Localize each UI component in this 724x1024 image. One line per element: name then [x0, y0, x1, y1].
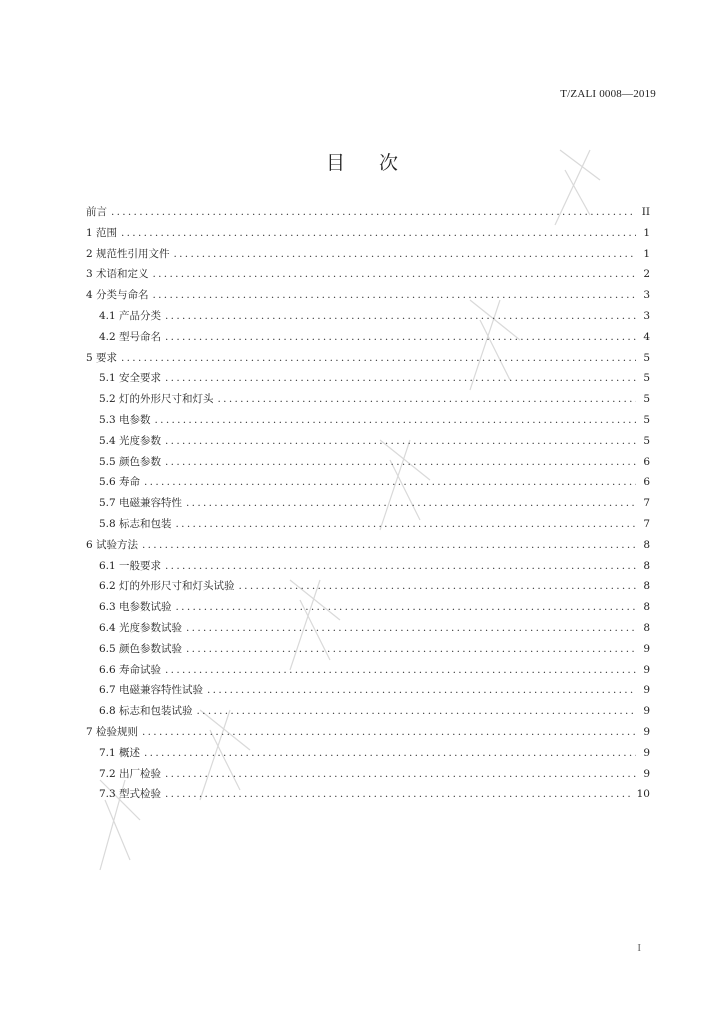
toc-leader-dots [239, 580, 636, 592]
toc-leader-dots [142, 726, 636, 738]
toc-entry-label: 6.8 标志和包装试验 [99, 705, 193, 718]
toc-entry[interactable] [86, 516, 650, 537]
toc-entry[interactable] [86, 495, 650, 516]
toc-entry-label: 6 试验方法 [86, 538, 139, 551]
toc-leader-dots [186, 643, 636, 655]
toc-entry-label: 6.1 一般要求 [99, 559, 162, 572]
toc-entry[interactable] [86, 266, 650, 287]
toc-entry[interactable] [86, 329, 650, 350]
toc-entry-page: 5 [643, 434, 650, 447]
toc-entry-page: 9 [643, 746, 650, 759]
toc-leader-dots [142, 539, 636, 551]
table-of-contents [86, 204, 650, 807]
toc-leader-dots [176, 518, 636, 530]
toc-leader-dots [186, 497, 636, 509]
toc-entry[interactable] [86, 703, 650, 724]
toc-entry-label: 7.3 型式检验 [99, 788, 162, 801]
toc-entry-label: 4.2 型号命名 [99, 330, 162, 343]
toc-entry-label: 5.1 安全要求 [99, 372, 162, 385]
toc-entry-page: 10 [636, 788, 650, 801]
toc-entry[interactable] [86, 204, 650, 225]
toc-entry-label: 7 检验规则 [86, 725, 139, 738]
toc-entry-page: 7 [643, 497, 650, 510]
toc-entry-page: 9 [643, 684, 650, 697]
toc-entry-label: 5.8 标志和包装 [99, 517, 172, 530]
toc-entry[interactable] [86, 558, 650, 579]
toc-entry-page: 7 [643, 517, 650, 530]
toc-entry-page: 8 [643, 601, 650, 614]
toc-leader-dots [111, 206, 636, 218]
toc-entry-label: 5.2 灯的外形尺寸和灯头 [99, 393, 214, 406]
toc-entry-page: 9 [643, 767, 650, 780]
toc-entry-label: 6.6 寿命试验 [99, 663, 162, 676]
toc-entry-label: 5.5 颜色参数 [99, 455, 162, 468]
toc-leader-dots [165, 456, 636, 468]
toc-entry-page: 8 [643, 621, 650, 634]
toc-entry-label: 6.4 光度参数试验 [99, 621, 183, 634]
toc-entry-label: 5.3 电参数 [99, 413, 151, 426]
toc-entry-page: 5 [643, 393, 650, 406]
toc-entry-page: 1 [643, 226, 650, 239]
toc-entry[interactable] [86, 682, 650, 703]
toc-leader-dots [197, 705, 636, 717]
toc-leader-dots [121, 227, 636, 239]
toc-entry-page: II [641, 206, 650, 218]
toc-entry-page: 9 [643, 663, 650, 676]
toc-entry[interactable] [86, 537, 650, 558]
toc-entry[interactable] [86, 412, 650, 433]
toc-entry-label: 5.4 光度参数 [99, 434, 162, 447]
toc-entry-page: 4 [643, 330, 650, 343]
toc-leader-dots [218, 393, 636, 405]
toc-entry[interactable] [86, 766, 650, 787]
toc-entry-page: 8 [643, 538, 650, 551]
toc-leader-dots [186, 622, 636, 634]
toc-entry[interactable] [86, 370, 650, 391]
toc-leader-dots [144, 747, 636, 759]
toc-entry-page: 6 [643, 476, 650, 489]
document-code: T/ZALI 0008—2019 [560, 88, 656, 100]
toc-leader-dots [165, 331, 636, 343]
toc-entry[interactable] [86, 578, 650, 599]
toc-entry[interactable] [86, 433, 650, 454]
toc-entry-label: 7.2 出厂检验 [99, 767, 162, 780]
toc-entry[interactable] [86, 350, 650, 371]
toc-entry-page: 5 [643, 351, 650, 364]
toc-entry-page: 9 [643, 725, 650, 738]
toc-leader-dots [121, 352, 636, 364]
toc-entry-label: 3 术语和定义 [86, 268, 149, 281]
toc-entry-page: 5 [643, 413, 650, 426]
toc-entry[interactable] [86, 641, 650, 662]
toc-leader-dots [165, 768, 636, 780]
toc-leader-dots [155, 414, 636, 426]
toc-entry-label: 6.7 电磁兼容特性试验 [99, 684, 204, 697]
toc-leader-dots [176, 601, 636, 613]
toc-entry-label: 4.1 产品分类 [99, 309, 162, 322]
toc-leader-dots [153, 268, 636, 280]
page-title: 目次 [325, 152, 432, 174]
toc-entry-label: 5.6 寿命 [99, 476, 141, 489]
toc-entry-label: 6.5 颜色参数试验 [99, 642, 183, 655]
toc-entry-page: 1 [643, 247, 650, 260]
toc-entry-page: 9 [643, 642, 650, 655]
toc-leader-dots [165, 372, 636, 384]
toc-entry-label: 5 要求 [86, 351, 118, 364]
toc-entry-page: 8 [643, 559, 650, 572]
toc-entry[interactable] [86, 724, 650, 745]
toc-entry[interactable] [86, 599, 650, 620]
toc-entry-label: 7.1 概述 [99, 746, 141, 759]
toc-entry-label: 前言 [86, 206, 107, 218]
toc-leader-dots [165, 664, 636, 676]
toc-entry[interactable] [86, 786, 650, 807]
toc-leader-dots [165, 788, 633, 800]
toc-entry-page: 3 [643, 289, 650, 302]
toc-entry-page: 3 [643, 309, 650, 322]
toc-leader-dots [153, 289, 636, 301]
toc-entry[interactable] [86, 620, 650, 641]
toc-entry[interactable] [86, 662, 650, 683]
toc-entry-label: 6.2 灯的外形尺寸和灯头试验 [99, 580, 235, 593]
toc-leader-dots [174, 248, 636, 260]
toc-entry[interactable] [86, 474, 650, 495]
toc-entry-label: 6.3 电参数试验 [99, 601, 172, 614]
toc-entry-label: 2 规范性引用文件 [86, 247, 170, 260]
toc-leader-dots [207, 684, 636, 696]
toc-entry-label: 5.7 电磁兼容特性 [99, 497, 183, 510]
toc-entry-page: 6 [643, 455, 650, 468]
toc-entry-label: 4 分类与命名 [86, 289, 149, 302]
toc-leader-dots [165, 435, 636, 447]
toc-entry-page: 9 [643, 705, 650, 718]
toc-entry-page: 5 [643, 372, 650, 385]
toc-entry[interactable] [86, 391, 650, 412]
page-number: I [637, 942, 641, 954]
toc-leader-dots [165, 560, 636, 572]
toc-leader-dots [165, 310, 636, 322]
toc-entry[interactable] [86, 308, 650, 329]
toc-entry[interactable] [86, 246, 650, 267]
toc-entry-page: 8 [643, 580, 650, 593]
toc-entry-label: 1 范围 [86, 226, 118, 239]
toc-entry-page: 2 [643, 268, 650, 281]
toc-entry[interactable] [86, 454, 650, 475]
toc-entry[interactable] [86, 745, 650, 766]
toc-leader-dots [144, 476, 636, 488]
toc-entry[interactable] [86, 225, 650, 246]
toc-entry[interactable] [86, 287, 650, 308]
